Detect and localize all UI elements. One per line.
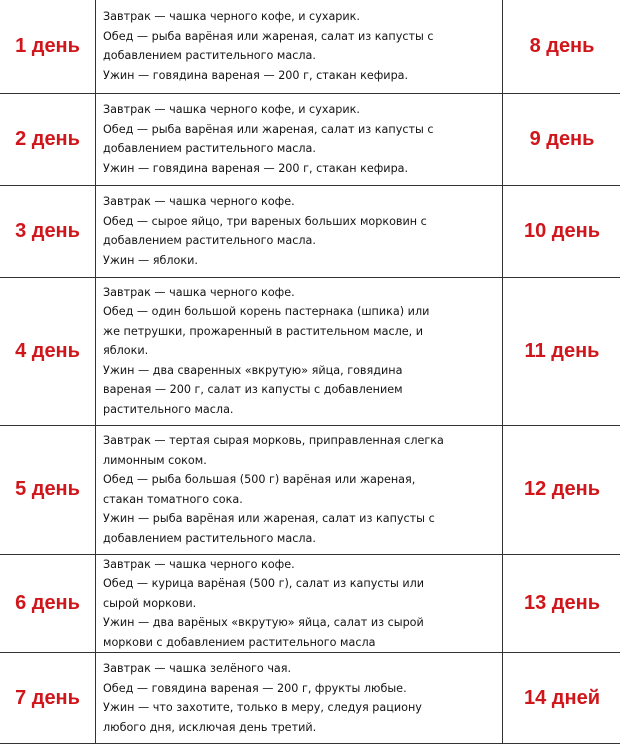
menu-line: Обед — рыба варёная или жареная, салат из капусты с [103,27,496,47]
day-cell-left [0,0,96,93]
day-label: 6 день [15,592,80,614]
menu-text [96,659,502,737]
menu-line: же петрушки, прожаренный в растительном масле, и [103,322,496,342]
menu-line: стакан томатного сока. [103,490,496,510]
day-label: 8 день [530,35,595,57]
menu-line: любого дня, исключая день третий. [103,718,496,738]
menu-cell [96,185,503,277]
menu-cell [96,93,503,185]
day-label: 13 день [524,592,600,614]
menu-line: Завтрак — чашка черного кофе. [103,192,496,212]
table-row [0,653,620,744]
menu-line: Ужин — говядина вареная — 200 г, стакан кефира. [103,159,496,179]
day-label: 11 день [525,340,600,362]
menu-line: растительного масла. [103,400,496,420]
menu-line: Ужин — говядина вареная — 200 г, стакан кефира. [103,66,496,86]
day-label: 1 день [15,35,80,57]
menu-line: Обед — говядина вареная — 200 г, фрукты любые. [103,679,496,699]
day-cell-left [0,277,96,425]
menu-line: добавлением растительного масла. [103,529,496,549]
day-label: 10 день [524,220,600,242]
menu-cell [96,277,503,425]
menu-line: Завтрак — тертая сырая морковь, приправленная слегка [103,431,496,451]
table-row [0,0,620,93]
day-cell-left [0,554,96,653]
table-row [0,93,620,185]
day-label: 3 день [15,220,80,242]
menu-line: добавлением растительного масла. [103,139,496,159]
table-row [0,277,620,425]
day-label: 12 день [524,478,600,500]
menu-line: Завтрак — чашка черного кофе, и сухарик. [103,100,496,120]
menu-line: Завтрак — чашка черного кофе. [103,283,496,303]
menu-line: Ужин — яблоки. [103,251,496,271]
menu-text [96,7,502,85]
menu-line: Завтрак — чашка черного кофе, и сухарик. [103,7,496,27]
day-cell-right [503,93,620,185]
day-cell-right [503,653,620,744]
menu-line: Ужин — два варёных «вкрутую» яйца, салат из сырой [103,613,496,633]
menu-line: добавлением растительного масла. [103,46,496,66]
day-cell-left [0,425,96,554]
menu-text [96,283,502,420]
day-label: 14 дней [524,687,600,709]
day-label: 4 день [15,340,80,362]
menu-line: вареная — 200 г, салат из капусты с добавлением [103,380,496,400]
menu-line: Завтрак — чашка зелёного чая. [103,659,496,679]
day-cell-left [0,653,96,744]
menu-line: Обед — сырое яйцо, три вареных больших морковин с [103,212,496,232]
day-cell-right [503,0,620,93]
day-label: 5 день [15,478,80,500]
menu-line: Обед — один большой корень пастернака (шпика) или [103,302,496,322]
day-label: 2 день [15,128,80,150]
menu-cell [96,653,503,744]
day-cell-left [0,185,96,277]
menu-line: яблоки. [103,341,496,361]
menu-text [96,555,502,653]
menu-line: добавлением растительного масла. [103,231,496,251]
menu-text [96,431,502,548]
menu-line: Обед — рыба большая (500 г) варёная или жареная, [103,470,496,490]
menu-line: Ужин — рыба варёная или жареная, салат из капусты с [103,509,496,529]
table-row [0,554,620,653]
table-row [0,425,620,554]
day-cell-right [503,554,620,653]
menu-cell [96,0,503,93]
menu-line: Обед — курица варёная (500 г), салат из капусты или [103,574,496,594]
table-row [0,185,620,277]
menu-line: Завтрак — чашка черного кофе. [103,555,496,575]
menu-cell [96,425,503,554]
day-cell-right [503,185,620,277]
menu-line: Ужин — что захотите, только в меру, следуя рациону [103,698,496,718]
day-label: 9 день [530,128,595,150]
day-cell-right [503,277,620,425]
menu-line: моркови с добавлением растительного масла [103,633,496,653]
menu-line: Ужин — два сваренных «вкрутую» яйца, говядина [103,361,496,381]
day-cell-right [503,425,620,554]
menu-line: Обед — рыба варёная или жареная, салат из капусты с [103,120,496,140]
menu-line: сырой моркови. [103,594,496,614]
day-label: 7 день [15,687,80,709]
menu-cell [96,554,503,653]
day-cell-left [0,93,96,185]
menu-text [96,192,502,270]
menu-text [96,100,502,178]
menu-line: лимонным соком. [103,451,496,471]
